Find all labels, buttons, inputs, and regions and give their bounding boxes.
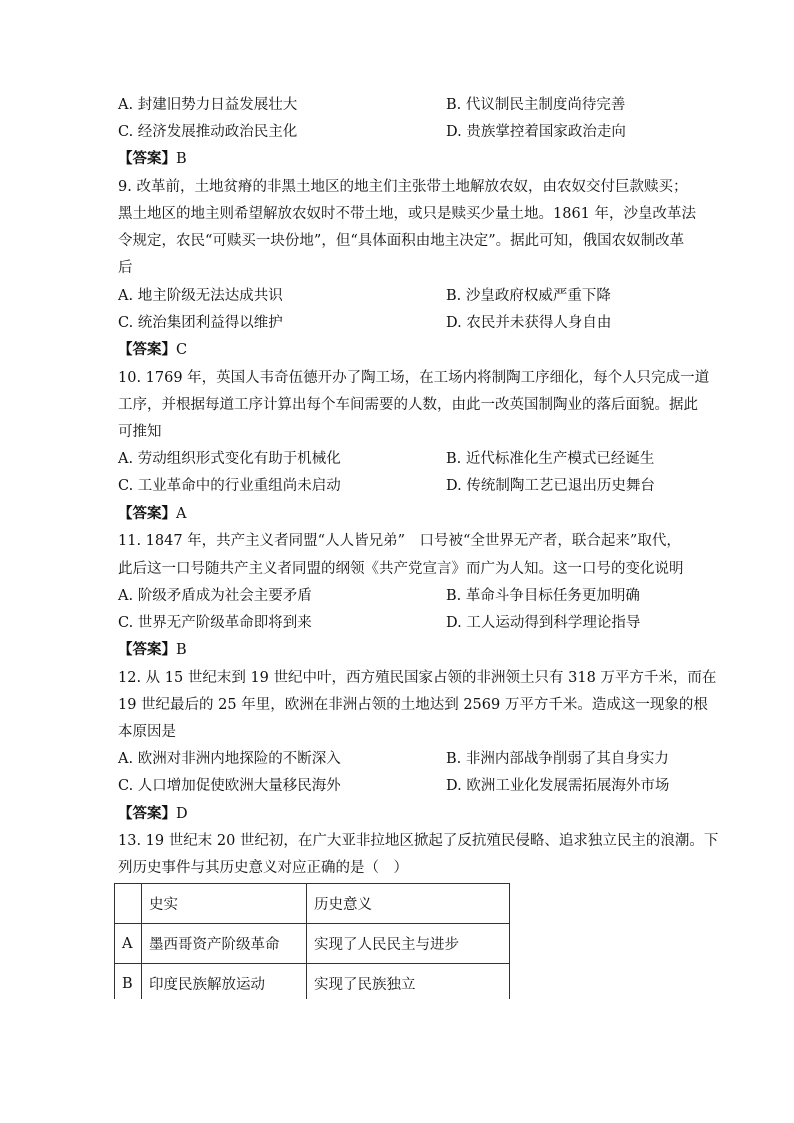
answer-value: D [176,806,188,822]
table-header-cell: 历史意义 [307,884,510,924]
answer-tag: 【答案】 [118,505,176,522]
q9-option-b: B. 沙皇政府权威严重下降 [446,288,611,304]
table-cell: 实现了民族独立 [307,964,510,1004]
q11-option-b: B. 革命斗争目标任务更加明确 [446,588,640,604]
q8-option-d: D. 贵族掌控着国家政治走向 [446,124,626,140]
answer-value: A [176,506,187,522]
q8-option-c: C. 经济发展推动政治民主化 [118,124,298,140]
q12-line-2: 19 世纪最后的 25 年里，欧洲在非洲占领的土地达到 2569 万平方千米。造成这一现象的根 [118,697,708,713]
table-header-row [115,884,510,924]
q8-option-a: A. 封建旧势力日益发展壮大 [118,97,298,113]
q9-line-2: 黑土地区的地主则希望解放农奴时不带土地，或只是赎买少量土地。1861 年，沙皇改革法 [118,206,697,222]
answer-tag: 【答案】 [118,341,176,358]
q10-option-d: D. 传统制陶工艺已退出历史舞台 [446,478,655,494]
q13-line-2: 列历史事件与其历史意义对应正确的是（ ） [118,860,408,876]
q13-line-1: 13. 19 世纪末 20 世纪初，在广大亚非拉地区掀起了反抗殖民侵略、追求独立民主的浪潮。下 [118,833,719,849]
q11-answer [118,640,187,660]
answer-value: C [176,342,188,358]
q9-line-4: 后 [118,260,133,276]
q10-option-b: B. 近代标准化生产模式已经诞生 [446,451,655,467]
q12-line-3: 本原因是 [118,724,176,740]
q9-line-3: 令规定，农民“可赎买一块份地”，但“具体面积由地主决定”。据此可知，俄国农奴制改革 [118,233,685,249]
q10-answer [118,504,186,524]
q12-line-1: 12. 从 15 世纪末到 19 世纪中叶，西方殖民国家占领的非洲领土只有 318 万平方千米，而在 [118,670,717,686]
q11-line-2: 此后这一口号随共产主义者同盟的纲领《共产党宣言》而广为人知。这一口号的变化说明 [118,561,684,577]
answer-tag: 【答案】 [118,641,176,658]
q11-line-1: 11. 1847 年，共产主义者同盟“人人皆兄弟” 口号被“全世界无产者，联合起来”取代， [118,533,681,549]
table-cell: A [115,924,142,964]
q12-option-c: C. 人口增加促使欧洲大量移民海外 [118,778,341,794]
q8-answer [118,149,187,169]
page-bottom-margin [0,999,794,1123]
q11-option-a: A. 阶级矛盾成为社会主要矛盾 [118,588,312,604]
q9-option-d: D. 农民并未获得人身自由 [446,315,612,331]
q12-answer [118,804,188,824]
table-row [115,924,510,964]
q12-option-a: A. 欧洲对非洲内地探险的不断深入 [118,751,341,767]
q12-option-d: D. 欧洲工业化发展需拓展海外市场 [446,778,670,794]
table-cell: 实现了人民民主与进步 [307,924,510,964]
q12-option-b: B. 非洲内部战争削弱了其自身实力 [446,751,669,767]
q9-option-a: A. 地主阶级无法达成共识 [118,288,283,304]
q9-option-c: C. 统治集团利益得以维护 [118,315,283,331]
q10-line-1: 10. 1769 年，英国人韦奇伍德开办了陶工场，在工场内将制陶工序细化，每个人只完成一道 [118,370,710,386]
table-header-cell [115,884,142,924]
table-row [115,964,510,1004]
answer-value: B [176,151,187,167]
table-cell: 墨西哥资产阶级革命 [142,924,307,964]
table-cell: 印度民族解放运动 [142,964,307,1004]
q9-answer [118,340,187,360]
table-cell: B [115,964,142,1004]
q9-line-1: 9. 改革前，土地贫瘠的非黑土地区的地主们主张带土地解放农奴，由农奴交付巨款赎买； [118,179,688,195]
q10-option-c: C. 工业革命中的行业重组尚未启动 [118,478,341,494]
q11-option-c: C. 世界无产阶级革命即将到来 [118,615,312,631]
q8-option-b: B. 代议制民主制度尚待完善 [446,97,626,113]
q10-line-2: 工序，并根据每道工序计算出每个车间需要的人数，由此一改英国制陶业的落后面貌。据此 [118,397,698,413]
table-header-cell: 史实 [142,884,307,924]
q10-line-3: 可推知 [118,424,162,440]
answer-tag: 【答案】 [118,150,176,167]
answer-tag: 【答案】 [118,805,176,822]
q11-option-d: D. 工人运动得到科学理论指导 [446,615,641,631]
q10-option-a: A. 劳动组织形式变化有助于机械化 [118,451,341,467]
answer-value: B [176,642,187,658]
